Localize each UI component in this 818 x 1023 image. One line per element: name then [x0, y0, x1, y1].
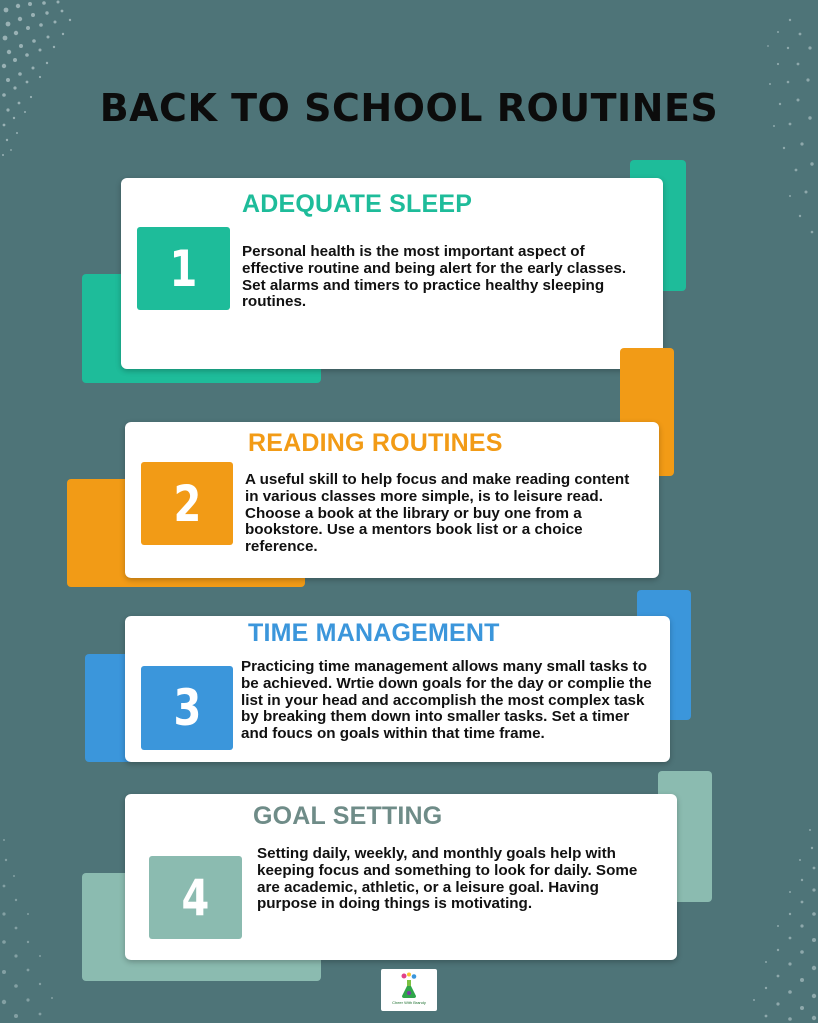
section-number-2: 2 — [173, 474, 201, 533]
section-body-3: Practicing time management allows many small tasks to be achieved. Wrtie down goals for the day or complie the list in your head and accomplish the most complex task by breaking them down into smaller tasks. Set a timer and foucs on goals within that time frame. — [241, 658, 652, 743]
section-card-4 — [125, 794, 677, 960]
logo-text: Cheer With Brandy — [392, 1000, 426, 1005]
section-heading-1: ADEQUATE SLEEP — [242, 190, 473, 218]
number-badge-3 — [141, 666, 233, 750]
section-number-4: 4 — [181, 868, 210, 927]
section-body-1: Personal health is the most important aspect of effective routine and being alert for the early classes. Set alarms and timers to practice healthy sleeping routines. — [242, 243, 627, 311]
section-card-1 — [121, 178, 663, 369]
dot-pattern-bottom-left — [0, 830, 80, 1023]
number-badge-4 — [149, 856, 242, 939]
section-heading-3: TIME MANAGEMENT — [248, 619, 500, 647]
brand-logo — [381, 969, 437, 1011]
section-card-3 — [125, 616, 670, 762]
section-number-1: 1 — [169, 239, 198, 298]
section-number-3: 3 — [173, 679, 201, 737]
section-heading-2: READING ROUTINES — [248, 429, 503, 457]
flask-icon — [399, 972, 419, 999]
page-title: BACK TO SCHOOL ROUTINES — [99, 86, 719, 130]
section-heading-4: GOAL SETTING — [253, 802, 443, 830]
number-badge-2 — [141, 462, 233, 545]
number-badge-1 — [137, 227, 230, 310]
section-body-4: Setting daily, weekly, and monthly goals help with keeping focus and something to look for daily. Some are academic, athletic, or a leisure goal. Having purpose in doing things is motivating. — [257, 845, 638, 913]
section-body-2: A useful skill to help focus and make reading content in various classes more simple, is to leisure read. Choose a book at the library or buy one from a bookstore. Use a mentors book list or a choice reference. — [245, 471, 630, 556]
section-card-2 — [125, 422, 659, 578]
